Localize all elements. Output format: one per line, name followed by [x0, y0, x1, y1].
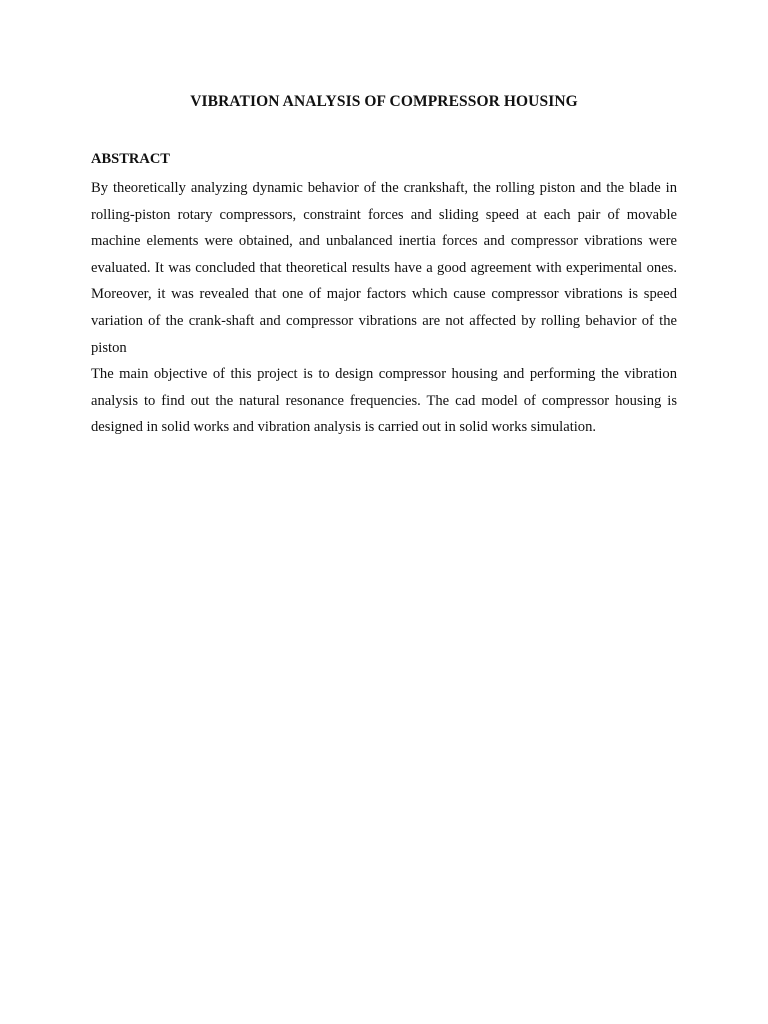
- document-title: VIBRATION ANALYSIS OF COMPRESSOR HOUSING: [190, 93, 578, 110]
- abstract-heading: ABSTRACT: [91, 151, 170, 167]
- abstract-paragraph: By theoretically analyzing dynamic behavior of the crankshaft, the rolling piston and the blade in rolling-piston rotary compressors, constraint forces and sliding speed at each pair of movable machine elements were obtained, and unbalanced inertia forces and compressor vibrations were evaluated. It was concluded that theoretical results have a good agreement with experimental ones. Moreover, it was revealed that one of major factors which cause compressor vibrations is speed variation of the crank-shaft and compressor vibrations are not affected by rolling behavior of the piston: [91, 180, 677, 356]
- abstract-body: [91, 175, 677, 441]
- objective-paragraph: The main objective of this project is to design compressor housing and performing the vibration analysis to find out the natural resonance frequencies. The cad model of compressor housing is designed in solid works and vibration analysis is carried out in solid works simulation.: [91, 366, 677, 436]
